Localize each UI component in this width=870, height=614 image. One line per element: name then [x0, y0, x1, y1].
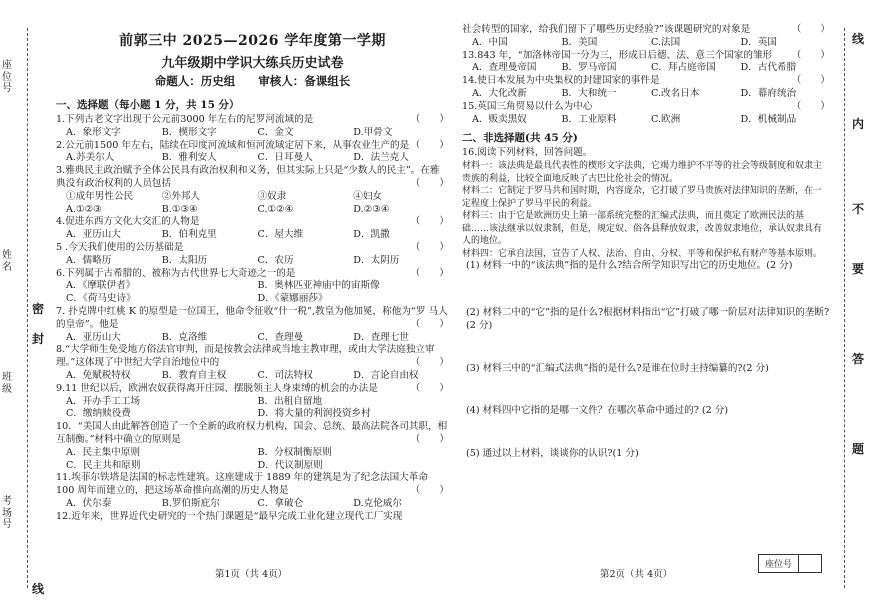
option-row [462, 37, 830, 50]
answer-paren[interactable]: （ ） [410, 318, 449, 330]
option[interactable]: D．法兰克人 [353, 152, 409, 164]
option[interactable]: D．英国 [740, 36, 777, 48]
option[interactable]: A.①②③ [66, 203, 102, 215]
option[interactable]: B.罗伯斯庇尔 [161, 497, 220, 509]
option[interactable]: D．《蒙娜丽莎》 [257, 293, 328, 305]
exam-room-field[interactable]: 考场号 [2, 496, 12, 530]
option[interactable]: D．机械制品 [740, 113, 797, 125]
name-field[interactable]: 姓名 [2, 250, 12, 273]
option[interactable]: A．亚历山大 [66, 331, 121, 343]
option[interactable]: ④妇女 [353, 190, 383, 202]
option[interactable]: C．《荷马史诗》 [66, 293, 136, 305]
option[interactable]: B．太阳历 [161, 254, 208, 266]
page-footer: 第2页（共 4页） [600, 569, 673, 580]
sub-question-4: (4) 材料四中它指的是哪一文件？在哪次革命中通过的? (2 分) [466, 405, 729, 417]
option[interactable]: D．言论自由权 [353, 369, 419, 381]
option[interactable]: C．屋大维 [257, 229, 304, 241]
seat-number-input[interactable] [799, 555, 821, 572]
seat-field[interactable]: 座位号 [2, 60, 12, 94]
option[interactable]: C.改名日本 [651, 87, 700, 99]
sub-question-2: (2) 材料二中的“它”指的是什么?根据材料指出“它”打破了哪一阶层对法律知识的垄断?(2 分) [466, 306, 830, 331]
option[interactable]: A．中国 [472, 36, 508, 48]
option[interactable]: D．太阴历 [353, 254, 400, 266]
option[interactable]: D.②③④ [353, 203, 390, 215]
option[interactable]: C．缴纳赎役费 [66, 408, 131, 420]
option[interactable]: B．工业原料 [561, 113, 617, 125]
option[interactable]: ②外邦人 [161, 190, 201, 202]
question-stem: 8.“大学师生免受地方俗法官审判，而是按教会法律或当地主教审理，或由大学法庭独立审理。”这体现了中世纪大学自治地位中的 （ ） [56, 344, 449, 369]
option[interactable]: ③奴隶 [257, 190, 287, 202]
seal-line [27, 28, 28, 588]
class-field[interactable]: 班级 [2, 372, 12, 395]
option-row [56, 255, 449, 268]
question-stem: 1.下列古老文字出现于公元前3000 年左右的尼罗河流域的是 （ ） [56, 114, 449, 125]
option[interactable]: B．克洛维 [161, 331, 208, 343]
question-stem: 7. 扑克牌中红桃 K 的原型是一位国王，他命令征收“什一税”,教皇为他加冕，称他为“罗 马人的皇帝”。他是 （ ） [56, 305, 449, 330]
option[interactable]: A．民主集中原则 [66, 446, 141, 458]
seal-char: 密 [32, 302, 45, 316]
section-heading: 一、选择题（每小题 1 分，共 15 分） [56, 99, 240, 111]
option[interactable]: B.①③④ [161, 203, 198, 215]
option[interactable]: D．古代希腊 [740, 62, 797, 74]
option-row [56, 332, 449, 345]
answer-paren[interactable]: （ ） [410, 241, 449, 253]
option-row [56, 460, 449, 473]
option[interactable]: D．将大量的利润投资乡村 [257, 408, 371, 420]
option-row [462, 88, 830, 101]
option[interactable]: B．分权制衡原则 [257, 446, 332, 458]
option[interactable]: B．奥林匹亚神庙中的宙斯像 [257, 280, 380, 292]
question-list [56, 114, 449, 524]
option[interactable]: A．儒略历 [66, 254, 112, 266]
option-row [56, 447, 449, 460]
option-row [56, 498, 449, 511]
seal-line-right [844, 28, 845, 588]
option-row [462, 114, 830, 127]
answer-paren[interactable]: （ ） [791, 49, 830, 61]
option[interactable]: C.欧洲 [651, 113, 681, 125]
seal-char: 答 [852, 352, 865, 366]
seal-char: 不 [852, 202, 865, 216]
question-stem: 15.英国三角贸易以什么为中心 （ ） [462, 100, 830, 112]
option-row [56, 293, 449, 306]
option[interactable]: A．免赋税特权 [66, 369, 131, 381]
option-row [56, 229, 449, 242]
seal-char: 线 [32, 582, 45, 596]
question-stem: 4.促进东西方文化大交汇的人物是 （ ） [56, 216, 449, 228]
answer-paren[interactable]: （ ） [791, 75, 830, 87]
option[interactable]: B．楔形文字 [161, 126, 217, 138]
option[interactable]: D．查理七世 [353, 331, 409, 343]
option[interactable]: A．开办手工工场 [66, 395, 141, 407]
option[interactable]: B．伯利克里 [161, 229, 217, 241]
exam-author: 命题人：历史组 审核人：备课组长 [154, 74, 351, 88]
option[interactable]: D．幕府统治 [740, 87, 797, 99]
question-16: 16.阅读下列材料，回答问题。 [462, 147, 593, 159]
answer-paren[interactable]: （ ） [410, 382, 449, 394]
option[interactable]: D.甲骨文 [353, 126, 393, 138]
option[interactable]: A.苏美尔人 [66, 152, 115, 164]
sub-question-3: (3) 材料三中的“汇编式法典”指的是什么?是谁在位时主持编纂的?(2 分) [466, 362, 769, 374]
question-stem: 2.公元前1500 年左右，陆续在印度河流域和恒河流域定居下来，从事农业生产的是 （ ） [56, 139, 449, 151]
question-stem: 12.近年来，世界近代史研究的一个热门课题是“最早完成工业化建立现代工厂实现 [56, 510, 403, 522]
option[interactable]: C．金文 [257, 126, 294, 138]
question-continuation: 社会转型的国家，给我们留下了哪些历史经验?”该课题研究的对象是 （ ） [462, 24, 830, 35]
question-stem: 11.埃菲尔铁塔是法国的标志性建筑。这座建成于 1889 年的建筑是为了纪念法国大革命 100 周年而建立的，把这场革命推向高潮的历史人物是 （ ） [56, 472, 449, 497]
page-footer: 第1页（共 4页） [215, 569, 288, 580]
exam-subtitle: 九年级期中学识大练兵历史试卷 [161, 56, 344, 71]
seal-char: 线 [852, 32, 865, 46]
answer-paren[interactable]: （ ） [410, 433, 449, 445]
option[interactable]: C．拜占庭帝国 [651, 62, 716, 74]
answer-paren[interactable]: （ ） [410, 267, 449, 279]
answer-paren[interactable]: （ ） [410, 177, 449, 189]
answer-space[interactable] [462, 333, 830, 363]
seat-number-label: 座位号 [759, 555, 799, 572]
answer-paren[interactable]: （ ） [410, 114, 449, 125]
question-stem: 14.使日本发展为中央集权的封建国家的事件是 （ ） [462, 75, 830, 87]
option[interactable]: B．出租自留地 [257, 395, 323, 407]
option[interactable]: A．查理曼帝国 [472, 62, 537, 74]
question-stem: 5 .今天我们使用的公历基础是 （ ） [56, 241, 449, 253]
answer-paren[interactable]: （ ） [410, 485, 449, 497]
exam-page-2 [462, 24, 830, 461]
option[interactable]: A．伏尔泰 [66, 497, 112, 509]
option-row [56, 127, 449, 140]
option[interactable]: C．拿破仑 [257, 497, 304, 509]
option-row [56, 408, 449, 421]
answer-paren[interactable]: （ ） [410, 139, 449, 151]
seal-char: 内 [852, 117, 865, 131]
option[interactable]: C．农历 [257, 254, 294, 266]
option[interactable]: A．贩卖黑奴 [472, 113, 527, 125]
answer-space[interactable] [462, 273, 830, 307]
option-row [56, 280, 449, 293]
option[interactable]: A．《摩联伊者》 [66, 280, 136, 292]
seal-char: 题 [852, 442, 865, 456]
option[interactable]: D．代议制原则 [257, 459, 323, 471]
binding-strip [0, 0, 45, 614]
option-row [56, 152, 449, 165]
option-row [56, 191, 449, 204]
option-row [56, 396, 449, 409]
option[interactable]: D．凯撒 [353, 229, 390, 241]
sub-question-5: (5) 通过以上材料，谈谈你的认识?(1 分) [466, 448, 639, 460]
option[interactable]: C．查理曼 [257, 331, 304, 343]
option[interactable]: C．民主共和原则 [66, 459, 141, 471]
option[interactable]: B．教育自主权 [161, 369, 227, 381]
option[interactable]: B．罗马帝国 [561, 62, 617, 74]
question-stem: 9.11 世纪以后，欧洲农奴获得离开庄园、摆脱领主人身束缚的机会的办法是 （ ） [56, 382, 449, 394]
question-stem: 3.雅典民主政治赋予全体公民具有政治权利和义务，但其实际上只是“少数人的民主”。在雅典没有政治权利的人员包括 （ ） [56, 165, 449, 189]
answer-paren[interactable]: （ ） [410, 357, 449, 369]
option[interactable]: ①成年男性公民 [66, 190, 134, 202]
question-stem: 6.下列属于古希腊的、被称为古代世界七大奇迹之一的是 （ ） [56, 267, 449, 279]
material-3: 材料三：由于它是欧洲历史上第一部系统完整的汇编式法典，而且奠定了欧洲民法的基础……该法继承以奴隶制，但是，规定奴、俗各县释放奴隶，改善奴隶地位，承认奴隶具有人的地位。 [462, 211, 823, 247]
answer-space[interactable] [462, 418, 830, 448]
answer-space[interactable] [462, 375, 830, 405]
option-row [462, 62, 830, 75]
option[interactable]: B．美国 [561, 36, 598, 48]
answer-paren[interactable]: （ ） [791, 100, 830, 112]
option[interactable]: C.①②④ [257, 203, 294, 215]
section-heading: 二、非选择题(共 45 分) [462, 132, 578, 145]
exam-page-1 [56, 24, 449, 524]
material-2: 材料二：它制定于罗马共和国时期，内容庞杂，它打破了罗马贵族对法律知识的垄断，在一定程度上保护了罗马平民的利益。 [462, 186, 823, 209]
material-1: 材料一：该法典是最具代表性的楔形文字法典，它竭力维护不平等的社会等级制度和奴隶主贵族的利益，比较全面地反映了古巴比伦社会的情况。 [462, 161, 823, 184]
question-list [462, 50, 830, 127]
material-4: 材料四：它承自法国，宣告了人权、法治、自由、分权、平等和保护私有财产等基本原则。 [462, 248, 823, 259]
option[interactable]: B．大和统一 [561, 87, 617, 99]
sub-question-1: (1) 材料一中的“该法典”指的是什么?结合所学知识写出它的历史地位。(2 分) [466, 260, 793, 272]
option-row [56, 370, 449, 383]
answer-paren[interactable]: （ ） [410, 216, 449, 228]
question-stem: 13.843 年，“加洛林帝国一分为三，形成日后德、法、意三个国家的雏形 （ ） [462, 49, 830, 61]
seat-number-box[interactable] [758, 554, 822, 573]
option[interactable]: D.克伦威尔 [353, 497, 403, 509]
option[interactable]: C．司法特权 [257, 369, 313, 381]
option-row [56, 204, 449, 217]
exam-title: 前郭三中 2025—2026 学年度第一学期 [119, 33, 386, 49]
seal-char: 要 [852, 262, 865, 276]
question-stem: 10．“美国人由此解答创造了一个全新的政府权力机构，国会、总统、最高法院各司其职，相互制衡。”材料中确立的原则是 （ ） [56, 421, 449, 445]
option[interactable]: C．日耳曼人 [257, 152, 313, 164]
option[interactable]: B．雅利安人 [161, 152, 217, 164]
option[interactable]: A．象形文字 [66, 126, 121, 138]
option[interactable]: C.法国 [651, 36, 681, 48]
seal-char: 封 [32, 332, 45, 346]
option[interactable]: A．大化改新 [472, 87, 527, 99]
option[interactable]: A．亚历山大 [66, 229, 121, 241]
